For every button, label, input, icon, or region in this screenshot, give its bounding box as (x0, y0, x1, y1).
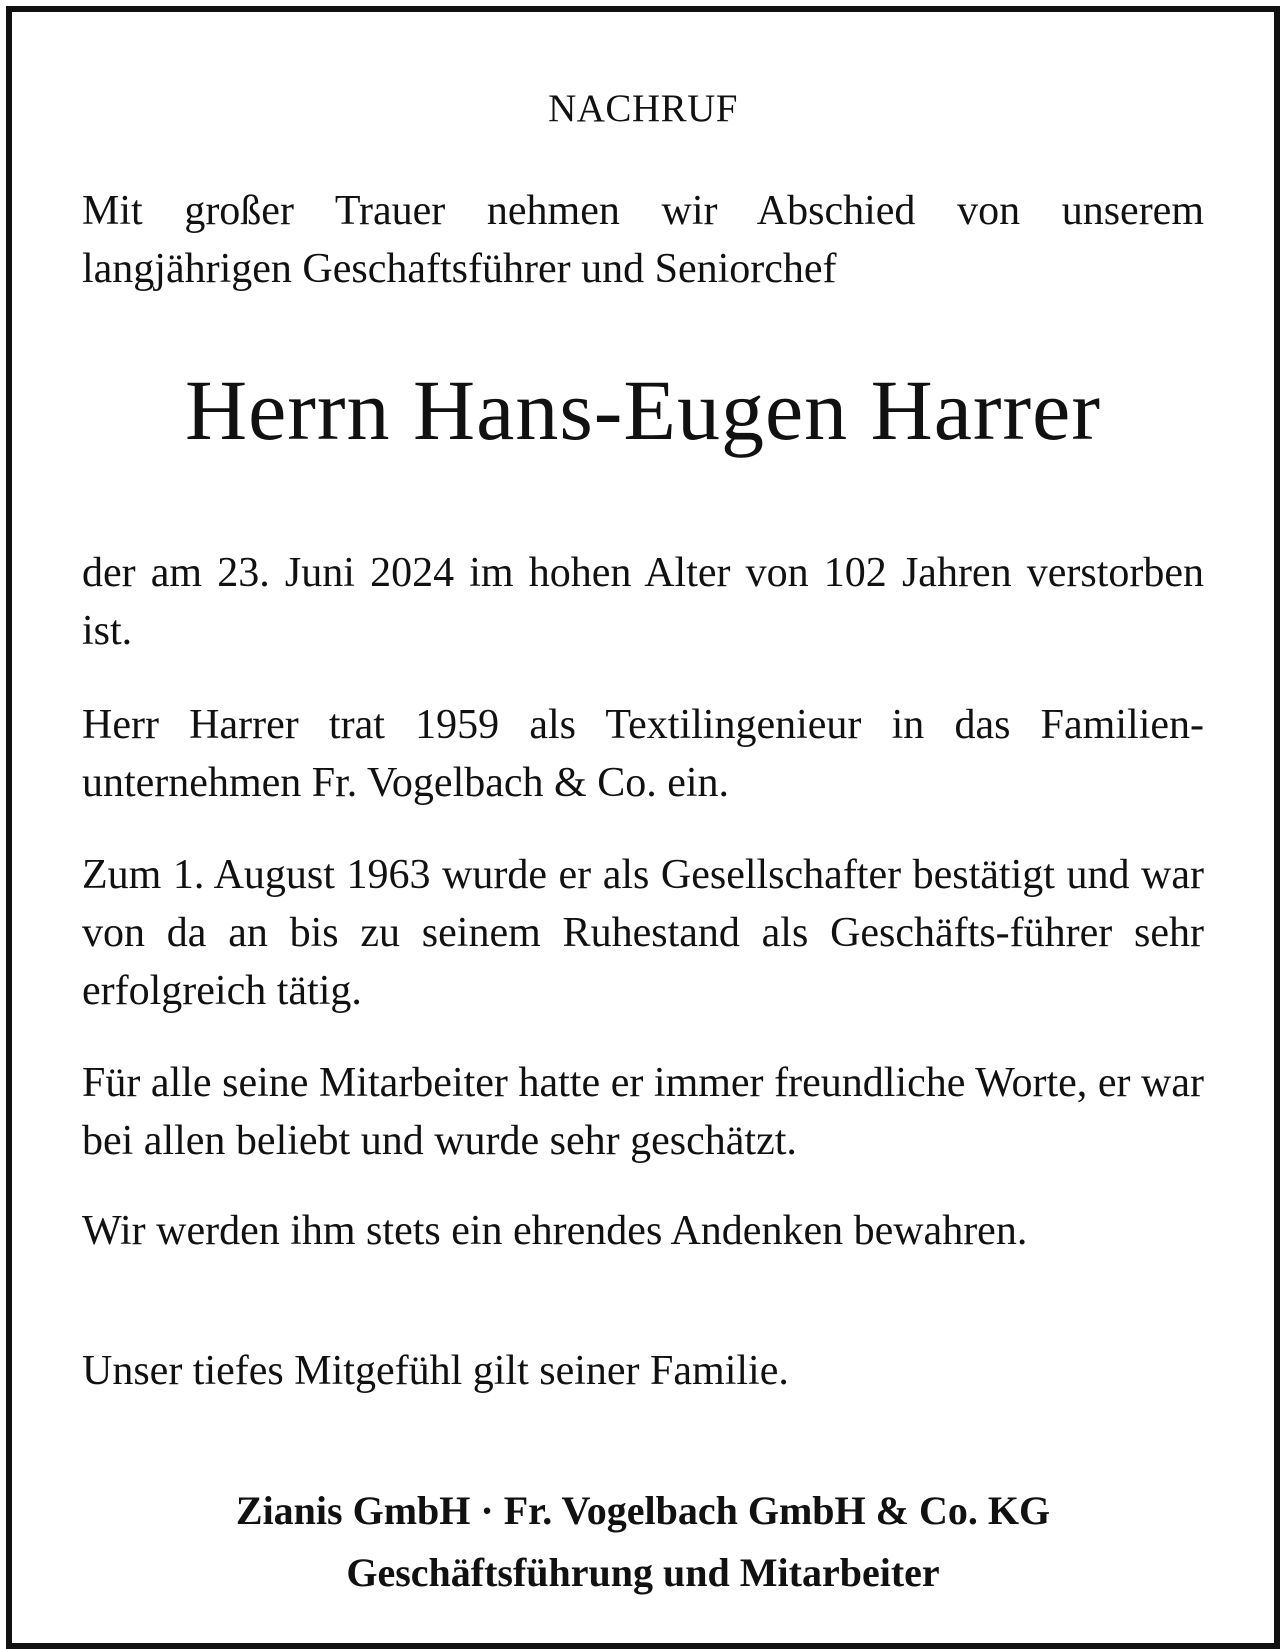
obituary-content (82, 12, 1204, 1643)
paragraph-death-date: der am 23. Juni 2024 im hohen Alter von 102 Jahren verstorben ist. (82, 550, 1204, 654)
paragraph-partner: Zum 1. August 1963 wurde er als Gesellschafter bestätigt und war von da an bis zu seinem Ruhestand als Geschäfts-führer sehr erfolgreich tätig. (82, 852, 1204, 1014)
paragraph-employees: Für alle seine Mitarbeiter hatte er immer freundliche Worte, er war bei allen beliebt und wurde sehr geschätzt. (82, 1060, 1204, 1164)
signature-block (82, 1480, 1204, 1604)
notice-heading: NACHRUF (548, 87, 738, 130)
paragraph-remembrance: Wir werden ihm stets ein ehrendes Andenken bewahren. (82, 1208, 1028, 1254)
signature-team: Geschäftsführung und Mitarbeiter (346, 1550, 940, 1595)
paragraph-condolences: Unser tiefes Mitgefühl gilt seiner Familie. (82, 1348, 789, 1394)
signature-companies: Zianis GmbH · Fr. Vogelbach GmbH & Co. KG (235, 1488, 1051, 1533)
intro-text: Mit großer Trauer nehmen wir Abschied von unserem langjährigen Geschaftsführer und Seniorchef (82, 188, 1204, 292)
obituary-border (6, 6, 1280, 1649)
deceased-name: Herrn Hans-Eugen Harrer (184, 362, 1101, 458)
paragraph-career-start: Herr Harrer trat 1959 als Textilingenieur in das Familien-unternehmen Fr. Vogelbach & Co. ein. (82, 702, 1204, 806)
